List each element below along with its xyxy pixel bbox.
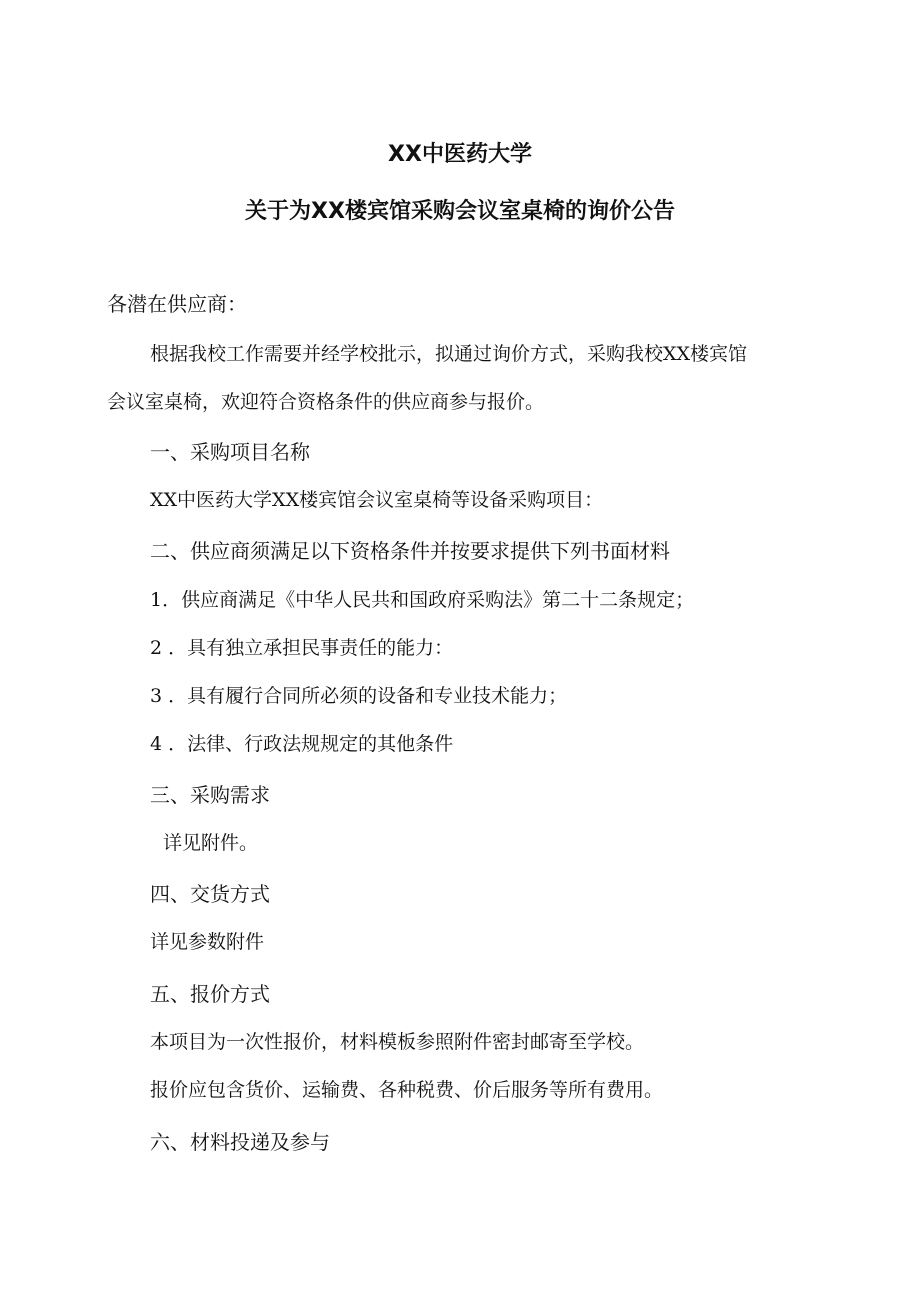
salutation: 各潜在供应商： xyxy=(107,292,247,316)
section-heading-2: 二、供应商须满足以下资格条件并按要求提供下列书面材料 xyxy=(150,539,670,563)
section-heading-5: 五、报价方式 xyxy=(150,982,270,1006)
section-heading-6: 六、材料投递及参与 xyxy=(150,1130,330,1154)
section-4-line-1: 详见参数附件 xyxy=(150,931,265,953)
section-1-line-1: XX中医药大学XX楼宾馆会议室桌椅等设备采购项目： xyxy=(150,489,604,511)
section-2-item-4: 4 ．法律、行政法规规定的其他条件 xyxy=(150,733,454,755)
section-5-line-2: 报价应包含货价、运输费、各种税费、价后服务等所有费用。 xyxy=(150,1079,664,1101)
document-title-line1: XX中医药大学 xyxy=(388,142,532,167)
section-heading-4: 四、交货方式 xyxy=(150,882,270,906)
section-heading-3: 三、采购需求 xyxy=(150,783,270,807)
section-2-item-1: 1．供应商满足《中华人民共和国政府采购法》第二十二条规定； xyxy=(150,589,695,611)
intro-line-2: 会议室桌椅，欢迎符合资格条件的供应商参与报价。 xyxy=(107,391,545,413)
section-5-line-1: 本项目为一次性报价，材料模板参照附件密封邮寄至学校。 xyxy=(150,1031,645,1053)
section-2-item-3: 3 ．具有履行合同所必须的设备和专业技术能力； xyxy=(150,685,568,707)
document-title-line2: 关于为XX楼宾馆采购会议室桌椅的询价公告 xyxy=(245,199,675,224)
intro-line-1: 根据我校工作需要并经学校批示，拟通过询价方式，采购我校XX楼宾馆 xyxy=(150,343,748,365)
section-heading-1: 一、采购项目名称 xyxy=(150,440,310,464)
section-2-item-2: 2 ．具有独立承担民事责任的能力： xyxy=(150,637,454,659)
section-3-line-1: 详见附件。 xyxy=(163,832,259,854)
